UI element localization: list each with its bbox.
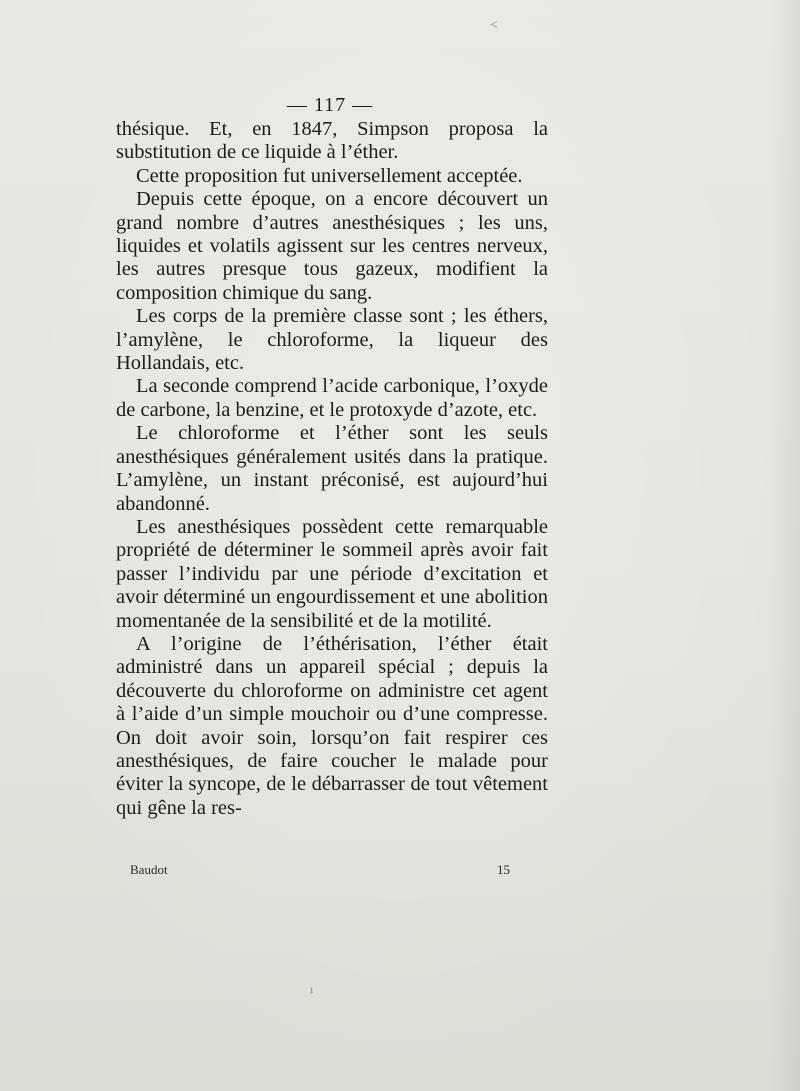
footer-author: Baudot xyxy=(130,862,168,877)
page-edge-shadow xyxy=(770,0,800,1091)
paragraph: Cette proposition fut universellement acceptée. xyxy=(136,164,523,187)
paragraph: Les corps de la première classe sont ; les éthers, l’amylène, le chloroforme, la liqueur des Hollandais, etc. xyxy=(116,305,548,375)
paragraph: Depuis cette époque, on a encore découvert un grand nombre d’autres anesthésiques ; les uns, liquides et volatils agissent sur les centres nerveux, les autres presque tous gazeux, modifient la composition chimique du sang. xyxy=(116,188,548,304)
corner-mark: < xyxy=(490,18,498,33)
body-text xyxy=(116,118,548,820)
paragraph: A l’origine de l’éthérisation, l’éther était administré dans un appareil spécial ; depuis la découverte du chloroforme on administre cet agent à l’aide d’un simple mouchoir ou d’une compresse. On doit avoir soin, lorsqu’on fait respirer ces anesthésiques, de faire coucher le malade pour éviter la syncope, de le débarrasser de tout vêtement qui gêne la res- xyxy=(116,632,548,819)
paragraph: Le chloroforme et l’éther sont les seuls anesthésiques généralement usités dans la pratique. L’amylène, un instant préconisé, est aujourd’hui abandonné. xyxy=(116,422,548,515)
paragraph-continuation: thésique. Et, en 1847, Simpson proposa la substitution de ce liquide à l’éther. xyxy=(116,118,548,164)
paragraph: Les anesthésiques possèdent cette remarquable propriété de déterminer le sommeil après avoir fait passer l’individu par une période d’excitation et avoir déterminé un engourdissement et une abolition momentanée de la sensibilité et de la motilité. xyxy=(116,515,548,632)
page-number: — 117 — xyxy=(286,94,374,116)
page-footer xyxy=(130,862,510,878)
footer-signature-number: 15 xyxy=(497,862,510,877)
paragraph: La seconde comprend l’acide carbonique, l’oxyde de carbone, la benzine, et le protoxyde d’azote, etc. xyxy=(116,375,548,421)
stray-mark: ı xyxy=(310,982,314,996)
